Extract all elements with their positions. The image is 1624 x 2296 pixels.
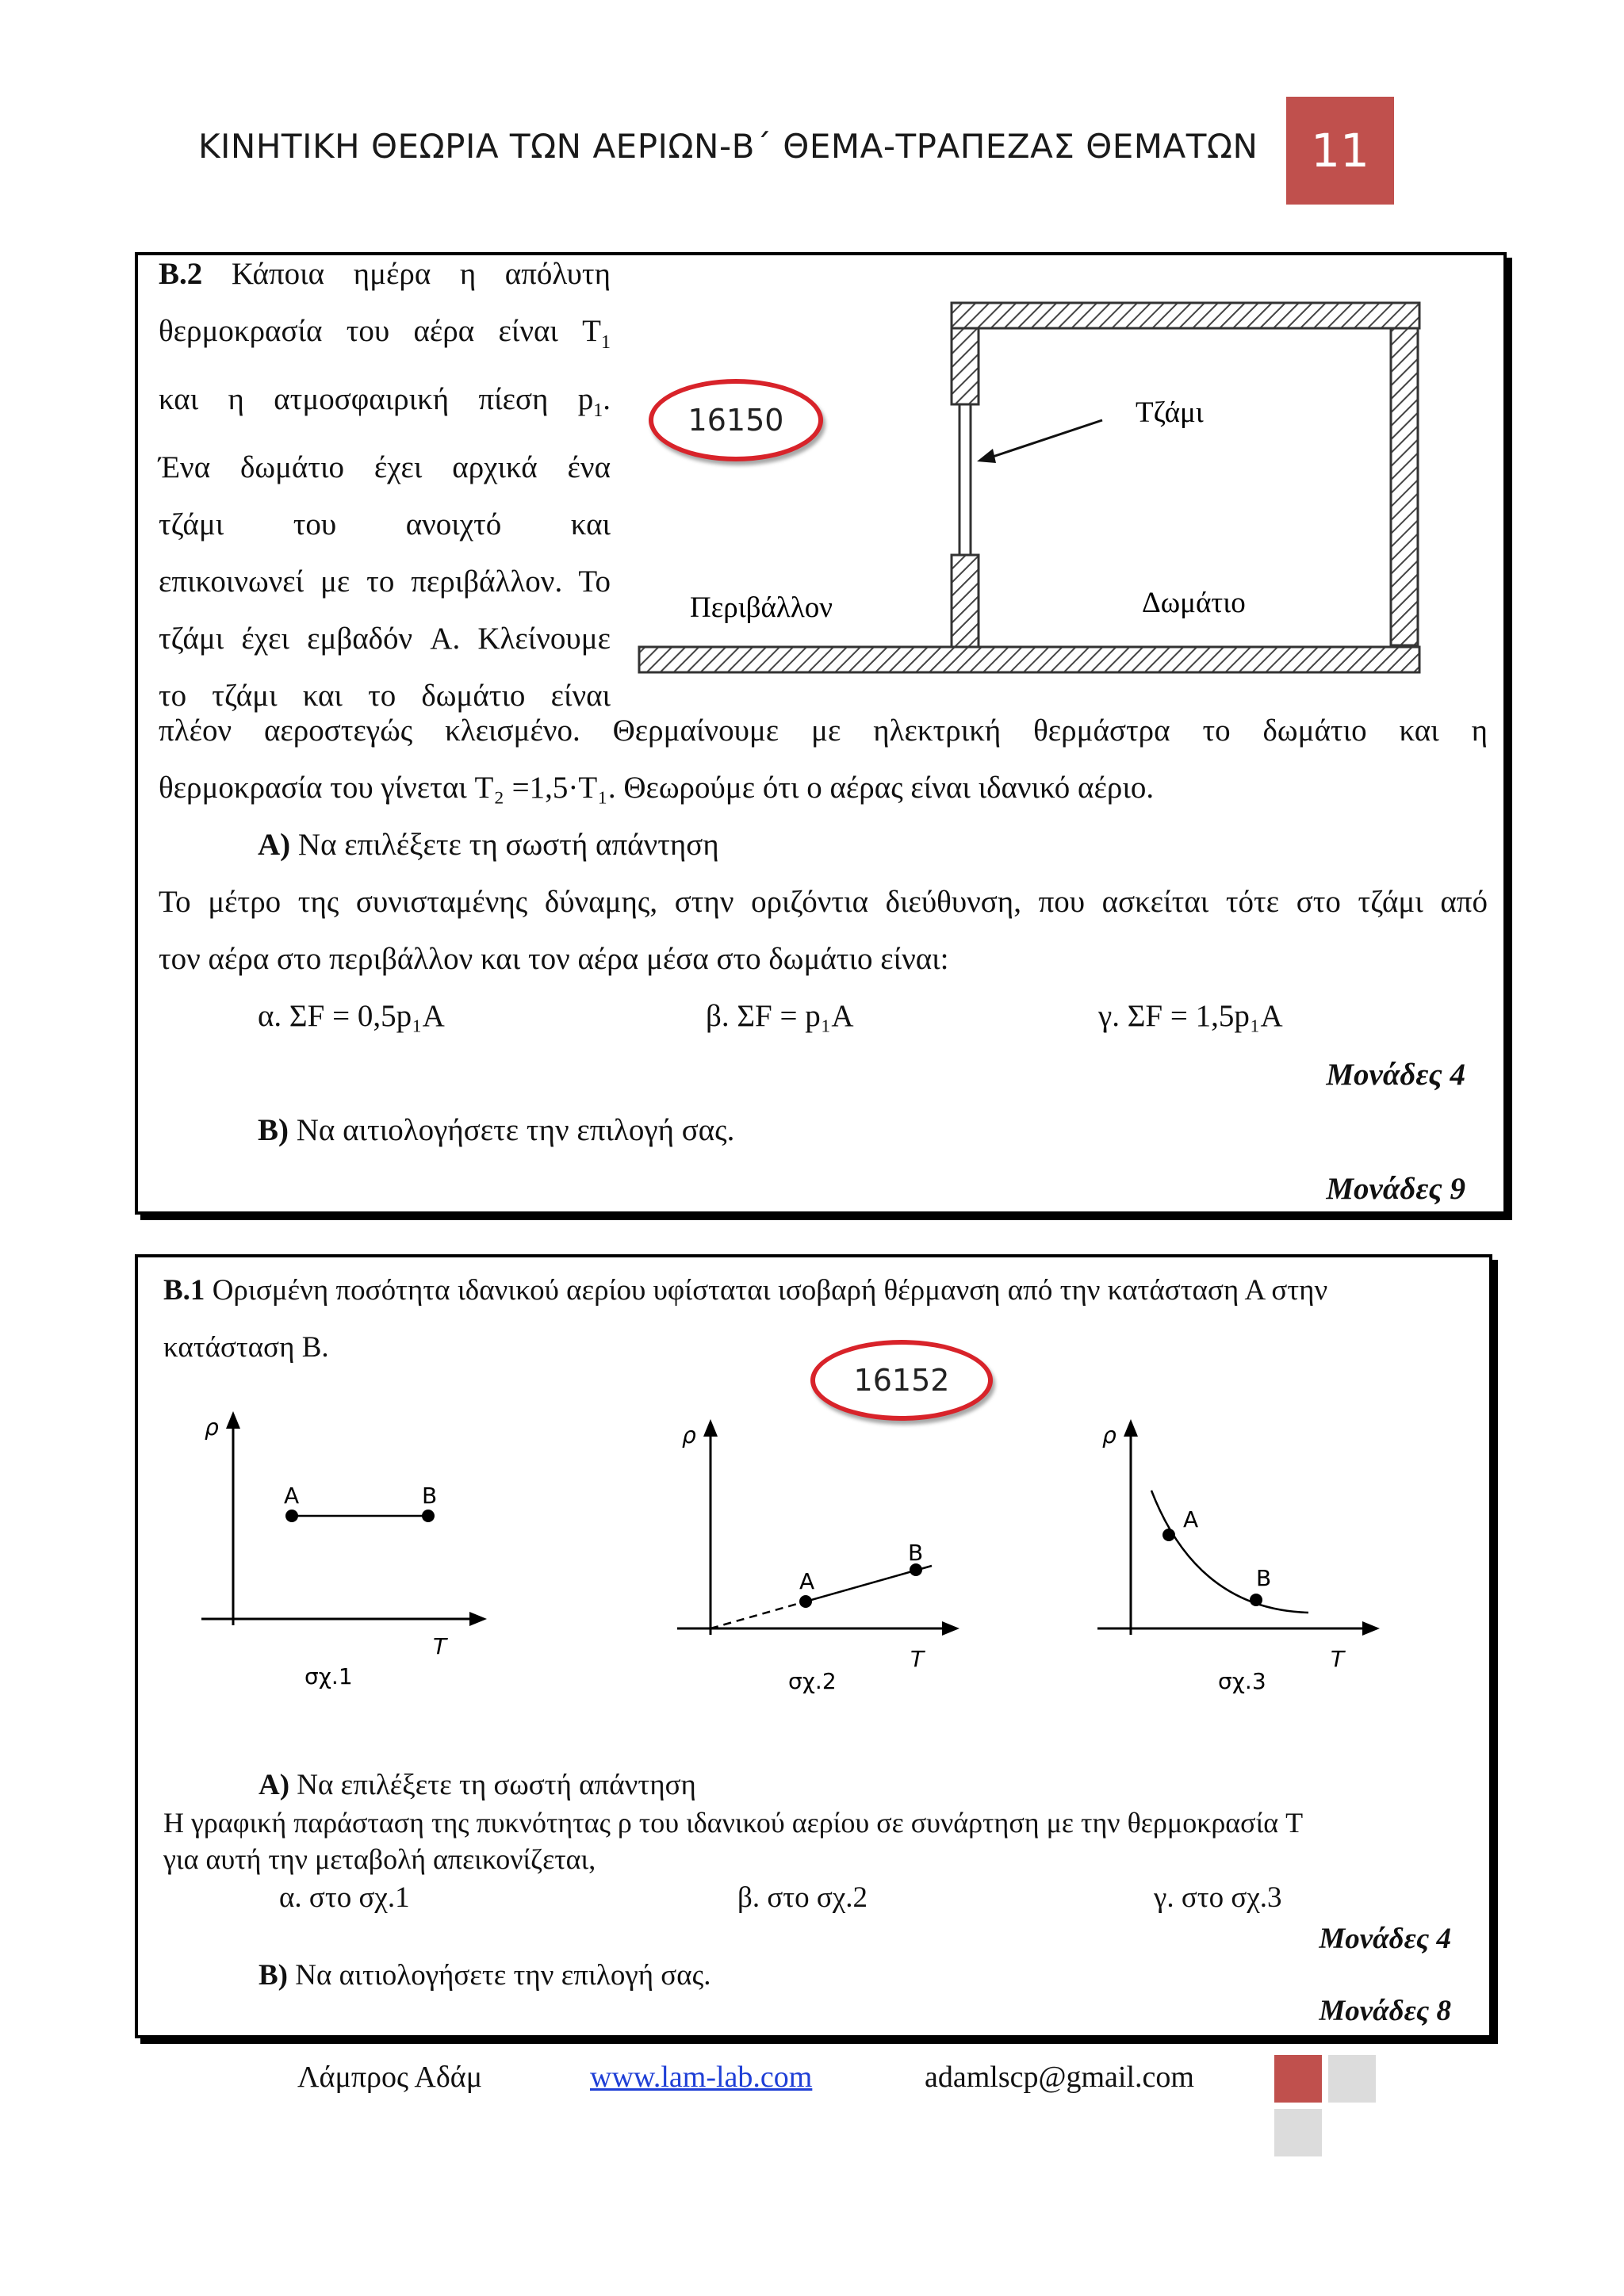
b2-intro-line-6: επικοινωνεί με το περιβάλλον. Το xyxy=(159,564,611,599)
b2-intro-line-4: Ένα δωμάτιο έχει αρχικά ένα xyxy=(159,450,611,484)
sx3-y-arrow xyxy=(1124,1419,1138,1437)
b2-intro-line-1: B.2 Κάποια ημέρα η απόλυτη xyxy=(159,257,611,291)
sx3-label-b: B xyxy=(1256,1565,1272,1591)
b2-question-id: B.2 xyxy=(159,257,203,291)
sx2-y-arrow xyxy=(703,1419,718,1437)
b1-question-line-1: Η γραφική παράσταση της πυκνότητας ρ του ιδανικού αερίου σε συνάρτηση με την θερμοκρασία T xyxy=(163,1807,1304,1839)
b1-option-a: α. στο σχ.1 xyxy=(279,1881,410,1914)
room-figure xyxy=(634,293,1427,690)
sx3-caption: σχ.3 xyxy=(1218,1668,1266,1694)
sx2-point-a xyxy=(799,1595,812,1608)
b2-body-line-1: πλέον αεροστεγώς κλεισμένο. Θερμαίνουμε με ηλεκτρική θερμάστρα το δωμάτιο και η xyxy=(159,714,1488,748)
footer-square-grey-bottom xyxy=(1274,2109,1322,2156)
sx1-label-a: A xyxy=(284,1483,300,1509)
ceiling-wall xyxy=(952,303,1419,328)
b2-intro-line-2: θερμοκρασία του αέρα είναι $T_1$ xyxy=(159,314,611,353)
footer-email: adamlscp@gmail.com xyxy=(925,2061,1194,2094)
b2-part-a-label: A) xyxy=(258,828,291,862)
sx1-point-a xyxy=(285,1510,298,1522)
b2-intro-line-7: τζάμι έχει εμβαδόν A. Κλείνουμε xyxy=(159,621,611,656)
footer-website-link[interactable]: www.lam-lab.com xyxy=(590,2061,813,2094)
graph-sx3 xyxy=(1086,1411,1404,1712)
b2-question-line-2: τον αέρα στο περιβάλλον και τον αέρα μέσα στο δωμάτιο είναι: xyxy=(159,942,949,976)
b1-points-b: Μονάδες 8 xyxy=(1319,1995,1451,2027)
b2-part-b xyxy=(258,1102,1368,1159)
footer-square-grey-right xyxy=(1328,2055,1376,2103)
page-header-title: ΚΙΝΗΤΙΚΗ ΘΕΩΡΙΑ ΤΩΝ ΑΕΡΙΩΝ-Β΄ ΘΕΜΑ-ΤΡΑΠΕΖΑΣ ΘΕΜΑΤΩΝ xyxy=(198,127,1258,166)
b2-points-a: Μονάδες 4 xyxy=(1326,1058,1465,1092)
sx2-extrapolation xyxy=(710,1601,806,1628)
sx3-point-a xyxy=(1162,1529,1175,1541)
sx1-y-label: ρ xyxy=(205,1414,219,1441)
left-wall-lower xyxy=(952,555,979,647)
sx1-caption: σχ.1 xyxy=(304,1663,353,1689)
b2-intro-line-8: το τζάμι και το δωμάτιο είναι xyxy=(159,678,611,713)
sx2-x-label: T xyxy=(910,1646,925,1672)
floor xyxy=(639,647,1419,672)
sx2-label-b: B xyxy=(908,1540,924,1566)
room-label: Δωμάτιο xyxy=(1142,587,1246,619)
sx2-y-label: ρ xyxy=(682,1422,696,1448)
b2-question xyxy=(159,874,1488,988)
b2-part-a-text: Να επιλέξετε τη σωστή απάντηση xyxy=(297,828,719,862)
sx1-point-b xyxy=(422,1510,435,1522)
sx3-x-label: T xyxy=(1331,1646,1345,1672)
b1-question-id: B.1 xyxy=(163,1274,205,1307)
b1-part-a-label: A) xyxy=(259,1769,290,1801)
b2-question-line-1: Το μέτρο της συνισταμένης δύναμης, στην οριζόντια διεύθυνση, που ασκείται τότε στο τζάμι από xyxy=(159,885,1488,919)
b2-intro xyxy=(159,246,611,725)
b2-intro-line-5: τζάμι του ανοιχτό και xyxy=(159,507,611,541)
sx2-label-a: A xyxy=(799,1568,815,1594)
sx1-label-b: B xyxy=(422,1483,438,1509)
b2-intro-line-3: και η ατμοσφαιρική πίεση $p_1$. xyxy=(159,381,611,421)
b1-code-badge: 16152 xyxy=(810,1340,993,1421)
sx2-caption: σχ.2 xyxy=(788,1668,837,1694)
sx1-y-arrow xyxy=(226,1411,240,1429)
window-glass xyxy=(959,404,971,555)
b1-part-b-label: B) xyxy=(259,1959,288,1992)
sx1-x-arrow xyxy=(469,1612,487,1626)
left-wall-upper xyxy=(952,328,979,404)
b1-option-b: β. στο σχ.2 xyxy=(737,1881,868,1914)
right-wall xyxy=(1391,328,1418,645)
b1-points-a: Μονάδες 4 xyxy=(1319,1923,1451,1955)
b1-intro xyxy=(163,1262,1461,1376)
b2-part-b-label: B) xyxy=(258,1113,289,1147)
sx1-x-label: T xyxy=(433,1633,447,1659)
b1-intro-line-1: B.1 Ορισμένη ποσότητα ιδανικού αερίου υφίσταται ισοβαρή θέρμανση από την κατάσταση Α στην xyxy=(163,1274,1328,1307)
b1-part-b xyxy=(259,1958,711,1992)
sx3-y-label: ρ xyxy=(1102,1422,1116,1448)
b2-option-a: α. ΣF = 0,5p₁A xyxy=(258,999,445,1033)
window-arrow xyxy=(988,420,1102,458)
b1-question-line-2: για αυτή την μεταβολή απεικονίζεται, xyxy=(163,1843,596,1875)
b1-part-b-text: Να αιτιολογήσετε την επιλογή σας. xyxy=(295,1959,711,1992)
b2-body-line-2: θερμοκρασία του γίνεται T₂ =1,5·T₁. Θεωρούμε ότι ο αέρας είναι ιδανικό αέριο. xyxy=(159,771,1155,805)
b2-part-a xyxy=(258,817,1368,874)
sx3-label-a: A xyxy=(1183,1506,1199,1533)
window-label: Τζάμι xyxy=(1136,396,1204,429)
outside-label: Περιβάλλον xyxy=(690,591,833,624)
graph-sx2 xyxy=(666,1411,983,1712)
b1-intro-line-2: κατάσταση Β. xyxy=(163,1331,329,1364)
page-number: 11 xyxy=(1286,97,1394,205)
sx3-point-b xyxy=(1250,1594,1262,1606)
sx2-x-arrow xyxy=(942,1621,959,1636)
window-arrow-head xyxy=(977,449,996,463)
b2-body xyxy=(159,702,1488,817)
footer-author: Λάμπρος Αδάμ xyxy=(297,2061,483,2094)
graph-sx1 xyxy=(190,1403,508,1705)
b2-code-badge: 16150 xyxy=(649,379,823,461)
sx3-x-arrow xyxy=(1362,1621,1380,1636)
b1-option-c: γ. στο σχ.3 xyxy=(1154,1881,1282,1914)
b2-points-b: Μονάδες 9 xyxy=(1326,1172,1465,1206)
sx3-hyperbola xyxy=(1151,1490,1308,1613)
b1-question xyxy=(163,1804,1464,1877)
b2-option-b: β. ΣF = p₁A xyxy=(706,999,854,1033)
b1-part-a-text: Να επιλέξετε τη σωστή απάντηση xyxy=(297,1769,696,1801)
b2-option-c: γ. ΣF = 1,5p₁A xyxy=(1098,999,1283,1033)
b2-part-b-text: Να αιτιολογήσετε την επιλογή σας. xyxy=(296,1113,735,1147)
footer-square-red xyxy=(1274,2055,1322,2103)
b1-part-a xyxy=(259,1768,696,1802)
